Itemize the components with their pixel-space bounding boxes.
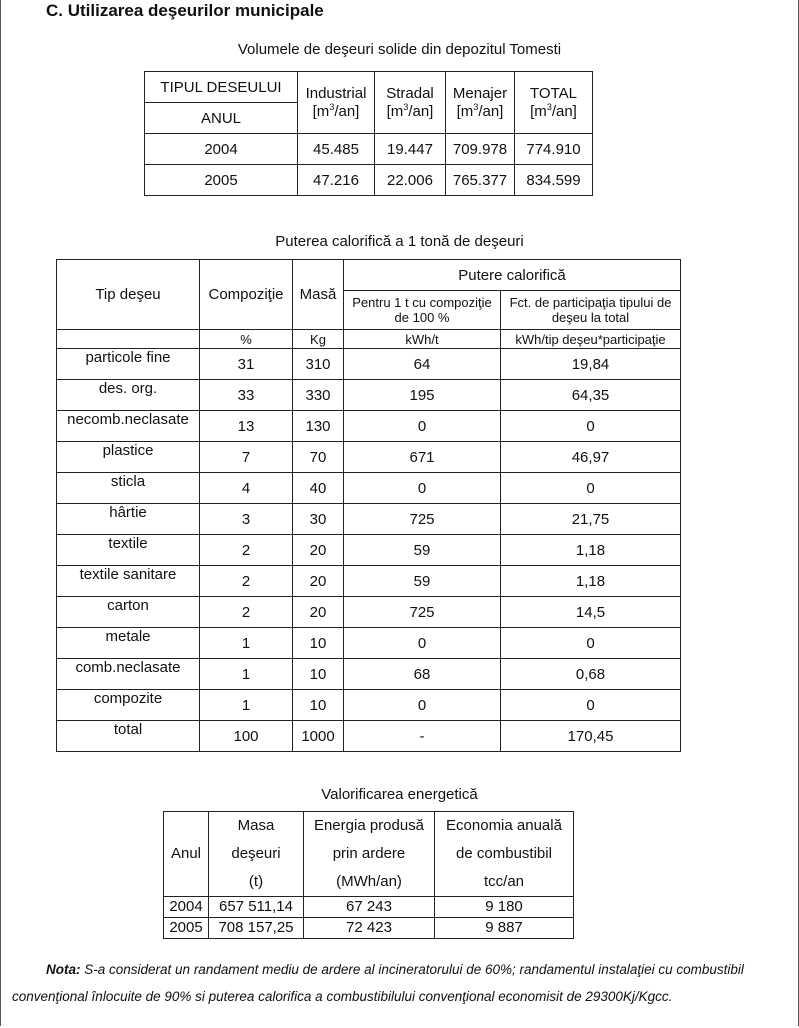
table-row (57, 349, 681, 380)
table-row (57, 380, 681, 411)
cell: 7 (200, 442, 293, 473)
cell: necomb.neclasate (57, 411, 200, 442)
header-fct-participatie: Fct. de participaţia tipului de deşeu la total (501, 291, 681, 330)
cell: 10 (293, 628, 344, 659)
unit-kg: Kg (293, 330, 344, 349)
cell: 725 (344, 597, 501, 628)
cell: 59 (344, 535, 501, 566)
cell: 59 (344, 566, 501, 597)
header-anul: ANUL (145, 103, 298, 134)
cell: total (57, 721, 200, 752)
energy-table (163, 811, 574, 939)
cell: 70 (293, 442, 344, 473)
table-row (164, 918, 574, 939)
cell: 0 (344, 411, 501, 442)
cell: 33 (200, 380, 293, 411)
table-row (57, 411, 681, 442)
header-economia: Economia anuală de combustibil tcc/an (435, 812, 574, 897)
note-text: S-a considerat un randament mediu de ardere al incineratorului de 60%; randamentul instalaţiei cu combustibil convenţional înlocuite de 90% si puterea calorifica a combustibilului convenţional economisit de 29300Kj/Kgcc. (12, 962, 744, 1004)
cell: 130 (293, 411, 344, 442)
cell: 765.377 (446, 165, 515, 196)
cell: 709.978 (446, 134, 515, 165)
cell: - (344, 721, 501, 752)
header-compozitie: Compoziţie (200, 260, 293, 330)
cell: 0,68 (501, 659, 681, 690)
cell: 14,5 (501, 597, 681, 628)
cell: 3 (200, 504, 293, 535)
table2-caption: Puterea calorifică a 1 tonă de deşeuri (275, 233, 524, 250)
cell: 19.447 (375, 134, 446, 165)
cell: 0 (501, 628, 681, 659)
cell: 45.485 (298, 134, 375, 165)
cell: 67 243 (304, 897, 435, 918)
cell: 708 157,25 (209, 918, 304, 939)
cell: 834.599 (515, 165, 593, 196)
footnote (12, 956, 787, 1010)
cell: 2 (200, 535, 293, 566)
cell: compozite (57, 690, 200, 721)
cell: textile (57, 535, 200, 566)
cell: 0 (501, 690, 681, 721)
cell: 10 (293, 690, 344, 721)
table-row (145, 134, 593, 165)
cell: 2005 (164, 918, 209, 939)
cell: 31 (200, 349, 293, 380)
cell: 64 (344, 349, 501, 380)
cell: 20 (293, 566, 344, 597)
unit-kwh-t: kWh/t (344, 330, 501, 349)
cell: comb.neclasate (57, 659, 200, 690)
cell: 9 180 (435, 897, 574, 918)
cell: 2004 (164, 897, 209, 918)
table-row (57, 721, 681, 752)
cell: 170,45 (501, 721, 681, 752)
table-row (57, 535, 681, 566)
cell: des. org. (57, 380, 200, 411)
cell: 0 (501, 473, 681, 504)
cell: plastice (57, 442, 200, 473)
cell: 22.006 (375, 165, 446, 196)
cell: 72 423 (304, 918, 435, 939)
note-label: Nota: (46, 962, 81, 977)
header-energia: Energia produsă prin ardere (MWh/an) (304, 812, 435, 897)
cell: 100 (200, 721, 293, 752)
cell: 19,84 (501, 349, 681, 380)
cell: 671 (344, 442, 501, 473)
cell: 310 (293, 349, 344, 380)
cell: 20 (293, 597, 344, 628)
cell: 1000 (293, 721, 344, 752)
table-row (57, 597, 681, 628)
cell: carton (57, 597, 200, 628)
header-pentru-1t: Pentru 1 t cu compoziţie de 100 % (344, 291, 501, 330)
cell: 2 (200, 566, 293, 597)
table-row (57, 442, 681, 473)
header-anul: Anul (164, 812, 209, 897)
header-total: TOTAL $[m^3/an]$ (515, 72, 593, 134)
cell: 40 (293, 473, 344, 504)
cell: 1 (200, 659, 293, 690)
cell: 9 887 (435, 918, 574, 939)
header-tip-deseului: TIPUL DESEULUI (145, 72, 298, 103)
table3-caption: Valorificarea energetică (321, 786, 478, 803)
table-row (57, 504, 681, 535)
cell: 657 511,14 (209, 897, 304, 918)
cell: 47.216 (298, 165, 375, 196)
cell: 725 (344, 504, 501, 535)
waste-volume-table (144, 71, 593, 196)
calorific-table (56, 259, 681, 752)
cell: 0 (344, 473, 501, 504)
cell: 46,97 (501, 442, 681, 473)
cell: 0 (344, 628, 501, 659)
cell: 2 (200, 597, 293, 628)
cell: 774.910 (515, 134, 593, 165)
cell: hârtie (57, 504, 200, 535)
cell: textile sanitare (57, 566, 200, 597)
table1-caption: Volumele de deşeuri solide din depozitul Tomesti (237, 41, 562, 58)
cell: 195 (344, 380, 501, 411)
unit-blank (57, 330, 200, 349)
table-row (164, 897, 574, 918)
cell: 1 (200, 690, 293, 721)
cell: 1,18 (501, 566, 681, 597)
header-tip-deseu: Tip deşeu (57, 260, 200, 330)
header-masa-deseuri: Masa deşeuri (t) (209, 812, 304, 897)
cell: 68 (344, 659, 501, 690)
cell: 4 (200, 473, 293, 504)
cell: 0 (501, 411, 681, 442)
header-stradal: Stradal $[m^3/an]$ (375, 72, 446, 134)
cell: 2004 (145, 134, 298, 165)
cell: 330 (293, 380, 344, 411)
table-row (57, 628, 681, 659)
cell: 20 (293, 535, 344, 566)
table-row (57, 659, 681, 690)
cell: particole fine (57, 349, 200, 380)
table-row (57, 690, 681, 721)
cell: 10 (293, 659, 344, 690)
table-row (145, 165, 593, 196)
unit-kwh-tip: kWh/tip deşeu*participaţie (501, 330, 681, 349)
cell: 30 (293, 504, 344, 535)
header-putere-calorifica: Putere calorifică (344, 260, 681, 291)
header-menajer: Menajer $[m^3/an]$ (446, 72, 515, 134)
table-row (57, 566, 681, 597)
cell: 2005 (145, 165, 298, 196)
cell: 1,18 (501, 535, 681, 566)
cell: metale (57, 628, 200, 659)
cell: 1 (200, 628, 293, 659)
header-industrial: Industrial $[m^3/an]$ (298, 72, 375, 134)
cell: 13 (200, 411, 293, 442)
header-masa: Masă (293, 260, 344, 330)
cell: 64,35 (501, 380, 681, 411)
section-heading: C. Utilizarea deşeurilor municipale (46, 1, 324, 20)
cell: 21,75 (501, 504, 681, 535)
table-row (57, 473, 681, 504)
unit-percent: % (200, 330, 293, 349)
cell: sticla (57, 473, 200, 504)
cell: 0 (344, 690, 501, 721)
